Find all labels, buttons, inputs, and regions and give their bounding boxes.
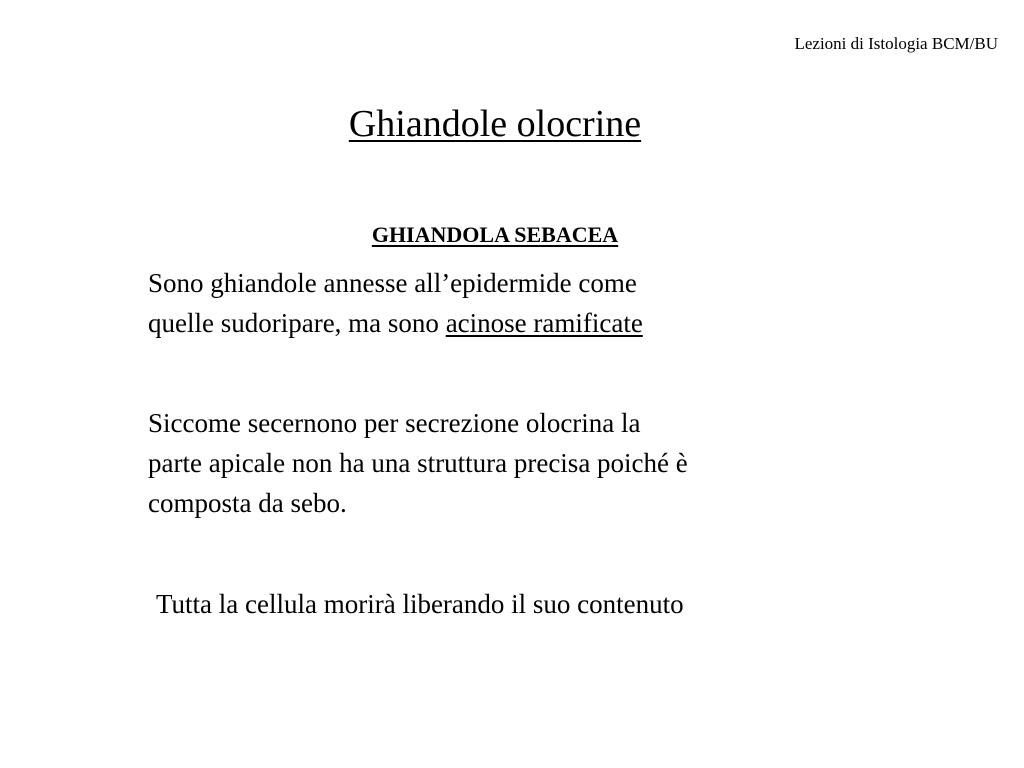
paragraph-sebaceous-definition: [148, 263, 643, 343]
slide-subtitle: GHIANDOLA SEBACEA: [371, 222, 619, 247]
paragraph1-line2-prefix: quelle sudoripare, ma sono: [148, 308, 446, 338]
paragraph-secretion: [148, 403, 688, 523]
paragraph1-line2: [148, 303, 643, 343]
paragraph2-line3: composta da sebo.: [148, 488, 347, 518]
header-note: Lezioni di Istologia BCM/BU: [794, 34, 998, 53]
paragraph1-emphasis: acinose ramificate: [445, 308, 643, 338]
paragraph1-line1: Sono ghiandole annesse all’epidermide come: [148, 268, 637, 298]
paragraph-cell-death: Tutta la cellula morirà liberando il suo contenuto: [156, 589, 684, 619]
slide-title: Ghiandole olocrine: [348, 103, 642, 145]
paragraph2-line1: Siccome secernono per secrezione olocrina la: [148, 408, 641, 438]
paragraph2-line2: parte apicale non ha una struttura precisa poiché è: [148, 448, 688, 478]
